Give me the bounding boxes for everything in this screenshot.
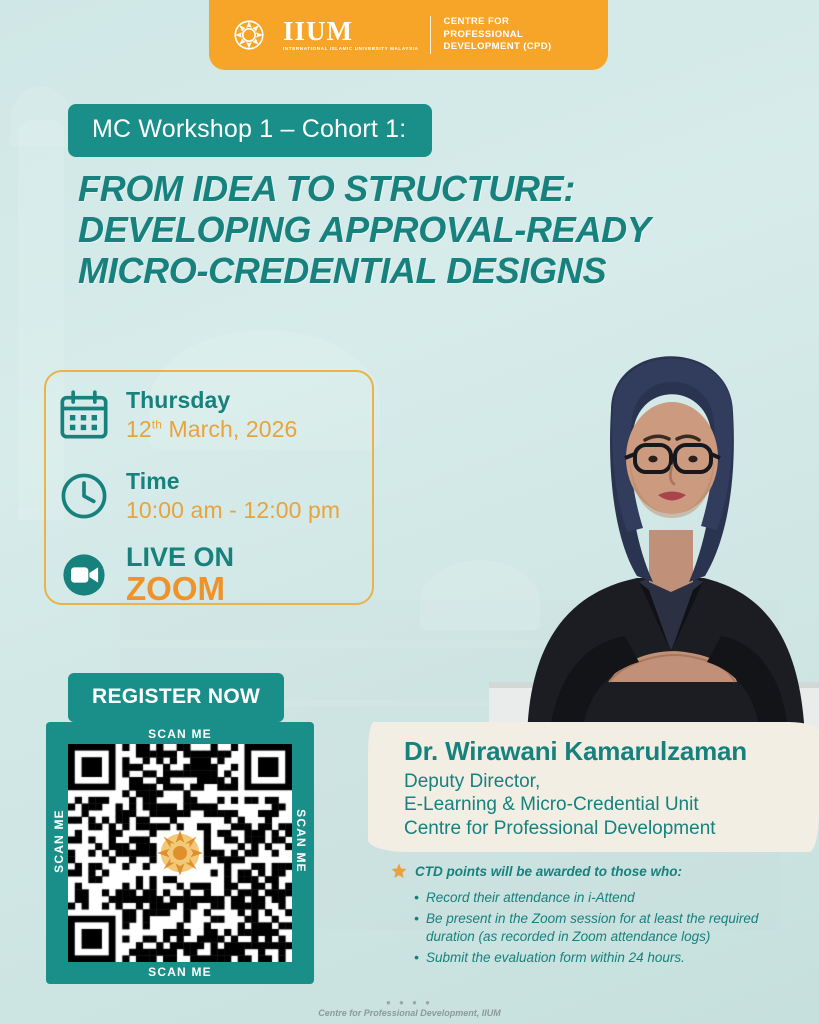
detail-row-time <box>58 469 340 522</box>
footer <box>0 998 819 1018</box>
speaker-role-line-1: Deputy Director, <box>404 771 541 792</box>
ctd-points-note <box>390 864 810 970</box>
centre-line-2: PROFESSIONAL DEVELOPMENT (CPD) <box>443 28 552 53</box>
date-value <box>126 417 297 441</box>
header-divider <box>430 16 431 54</box>
video-camera-icon <box>58 549 110 601</box>
speaker-portrait-icon <box>489 290 819 740</box>
centre-line-1: CENTRE FOR <box>443 15 510 27</box>
platform-label: LIVE ON <box>126 542 235 572</box>
star-icon <box>390 862 408 883</box>
scan-me-label-top: SCAN ME <box>148 727 212 741</box>
detail-row-platform <box>58 544 234 605</box>
qr-code-panel[interactable] <box>46 722 314 984</box>
list-item: • Submit the evaluation form within 24 hours. <box>414 949 810 967</box>
iium-flower-logo-icon <box>152 825 208 881</box>
speaker-name-panel <box>368 722 819 852</box>
centre-name <box>443 16 590 54</box>
speaker-role-line-2: E-Learning & Micro-Credential Unit <box>404 794 699 816</box>
register-now-button[interactable]: REGISTER NOW <box>68 673 284 722</box>
date-ordinal: th <box>151 417 163 432</box>
platform-value: ZOOM <box>126 570 225 607</box>
list-item: • Be present in the Zoom session for at least the required duration (as recorded in Zoom attendance logs) <box>414 910 810 946</box>
brand-name: IIUM <box>283 16 353 47</box>
ctd-item-list <box>414 889 810 967</box>
ctd-heading-row <box>390 864 810 883</box>
date-day: 12 <box>126 416 152 443</box>
brand-wordmark <box>283 18 418 52</box>
calendar-icon <box>58 389 110 441</box>
scan-me-label-right: SCAN ME <box>294 809 308 873</box>
ctd-heading: CTD points will be awarded to those who: <box>415 864 683 879</box>
event-details-card <box>44 370 374 605</box>
workshop-tag-pill: MC Workshop 1 – Cohort 1: <box>68 104 432 157</box>
speaker-role-line-3: Centre for Professional Development <box>404 817 716 839</box>
speaker-name: Dr. Wirawani Kamarulzaman <box>404 736 747 766</box>
iium-flower-logo-icon <box>227 13 271 57</box>
list-item: • Record their attendance in i-Attend <box>414 889 810 907</box>
time-label: Time <box>126 468 180 494</box>
scan-me-label-left: SCAN ME <box>52 809 66 873</box>
date-rest: March, 2026 <box>162 416 298 443</box>
date-label: Thursday <box>126 387 231 413</box>
qr-code-icon[interactable] <box>68 744 292 962</box>
speaker-role <box>404 770 716 840</box>
scan-me-label-bottom: SCAN ME <box>148 965 212 979</box>
social-media-icons: ● ● ● ● <box>386 998 433 1007</box>
clock-icon <box>58 470 110 522</box>
time-value: 10:00 am - 12:00 pm <box>126 497 341 524</box>
page-title: FROM IDEA TO STRUCTURE: DEVELOPING APPROVAL-READY MICRO-CREDENTIAL DESIGNS <box>78 168 650 292</box>
header-brand-bar <box>209 0 608 70</box>
footer-text: Centre for Professional Development, IIUM <box>318 1008 501 1018</box>
detail-row-date <box>58 388 297 441</box>
brand-subtitle: INTERNATIONAL ISLAMIC UNIVERSITY MALAYSIA <box>283 46 419 52</box>
